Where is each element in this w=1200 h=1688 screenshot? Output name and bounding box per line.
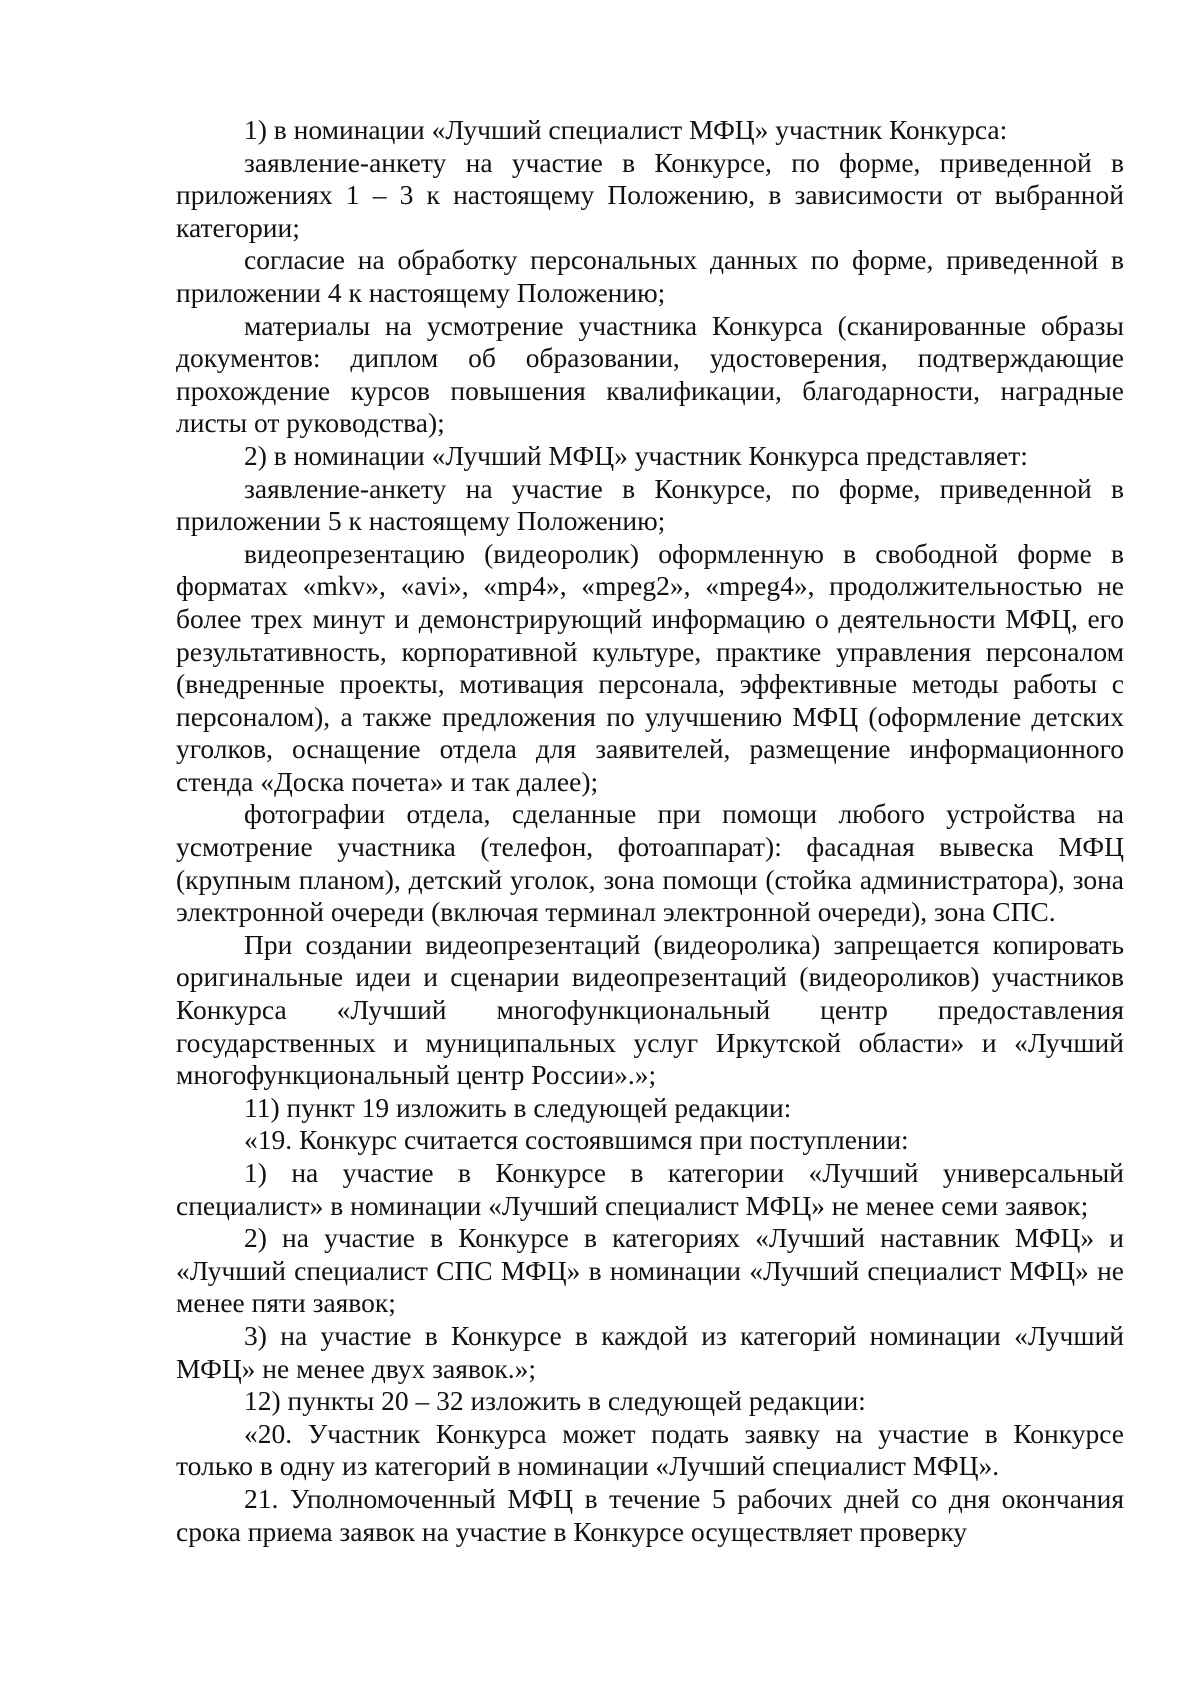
paragraph: видеопрезентацию (видеоролик) оформленную в свободной форме в форматах «mkv», «avi», «mp4», «mpeg2», «mpeg4», продолжительностью не более трех минут и демонстрирующий информацию о деятельности МФЦ, его результативность, корпоративной культуре, практике управления персоналом (внедренные проекты, мотивация персонала, эффективные методы работы с персоналом), а также предложения по улучшению МФЦ (оформление детских уголков, оснащение отдела для заявителей, размещение информационного стенда «Доска почета» и так далее); bbox=[176, 537, 1124, 797]
paragraph: фотографии отдела, сделанные при помощи любого устройства на усмотрение участника (телефон, фотоаппарат): фасадная вывеска МФЦ (крупным планом), детский уголок, зона помощи (стойка администратора), зона электронной очереди (включая терминал электронной очереди), зона СПС. bbox=[176, 798, 1124, 928]
paragraph: 1) в номинации «Лучший специалист МФЦ» участник Конкурса: bbox=[244, 114, 1008, 145]
paragraph: 2) в номинации «Лучший МФЦ» участник Конкурса представляет: bbox=[244, 439, 1028, 471]
paragraph: заявление-анкету на участие в Конкурсе, по форме, приведенной в приложениях 1 – 3 к настоящему Положению, в зависимости от выбранной категории; bbox=[176, 146, 1124, 243]
paragraph: 2) на участие в Конкурсе в категориях «Лучший наставник МФЦ» и «Лучший специалист СПС МФЦ» в номинации «Лучший специалист МФЦ» не менее пяти заявок; bbox=[176, 1222, 1124, 1319]
paragraph: 21. Уполномоченный МФЦ в течение 5 рабочих дней со дня окончания срока приема заявок на участие в Конкурсе осуществляет проверку bbox=[176, 1482, 1124, 1547]
paragraph: заявление-анкету на участие в Конкурсе, по форме, приведенной в приложении 5 к настоящему Положению; bbox=[176, 472, 1124, 537]
paragraph: 11) пункт 19 изложить в следующей редакции: bbox=[244, 1091, 792, 1123]
paragraph: «20. Участник Конкурса может подать заявку на участие в Конкурсе только в одну из категорий в номинации «Лучший специалист МФЦ». bbox=[176, 1417, 1124, 1482]
paragraph: «19. Конкурс считается состоявшимся при поступлении: bbox=[244, 1124, 909, 1156]
document-body bbox=[176, 114, 1124, 1548]
paragraph: 1) на участие в Конкурсе в категории «Лучший универсальный специалист» в номинации «Лучший специалист МФЦ» не менее семи заявок; bbox=[176, 1157, 1124, 1221]
paragraph: согласие на обработку персональных данных по форме, приведенной в приложении 4 к настоящему Положению; bbox=[176, 244, 1124, 308]
paragraph: материалы на усмотрение участника Конкурса (сканированные образы документов: диплом об образовании, удостоверения, подтверждающие прохождение курсов повышения квалификации, благодарности, наградные листы от руководства); bbox=[176, 309, 1124, 439]
paragraph: 3) на участие в Конкурсе в каждой из категорий номинации «Лучший МФЦ» не менее двух заявок.»; bbox=[176, 1319, 1124, 1384]
paragraph: При создании видеопрезентаций (видеоролика) запрещается копировать оригинальные идеи и сценарии видеопрезентаций (видеороликов) участников Конкурса «Лучший многофункциональный центр предоставления государственных и муниципальных услуг Иркутской области» и «Лучший многофункциональный центр России».»; bbox=[176, 928, 1124, 1091]
paragraph: 12) пункты 20 – 32 изложить в следующей редакции: bbox=[244, 1385, 866, 1417]
